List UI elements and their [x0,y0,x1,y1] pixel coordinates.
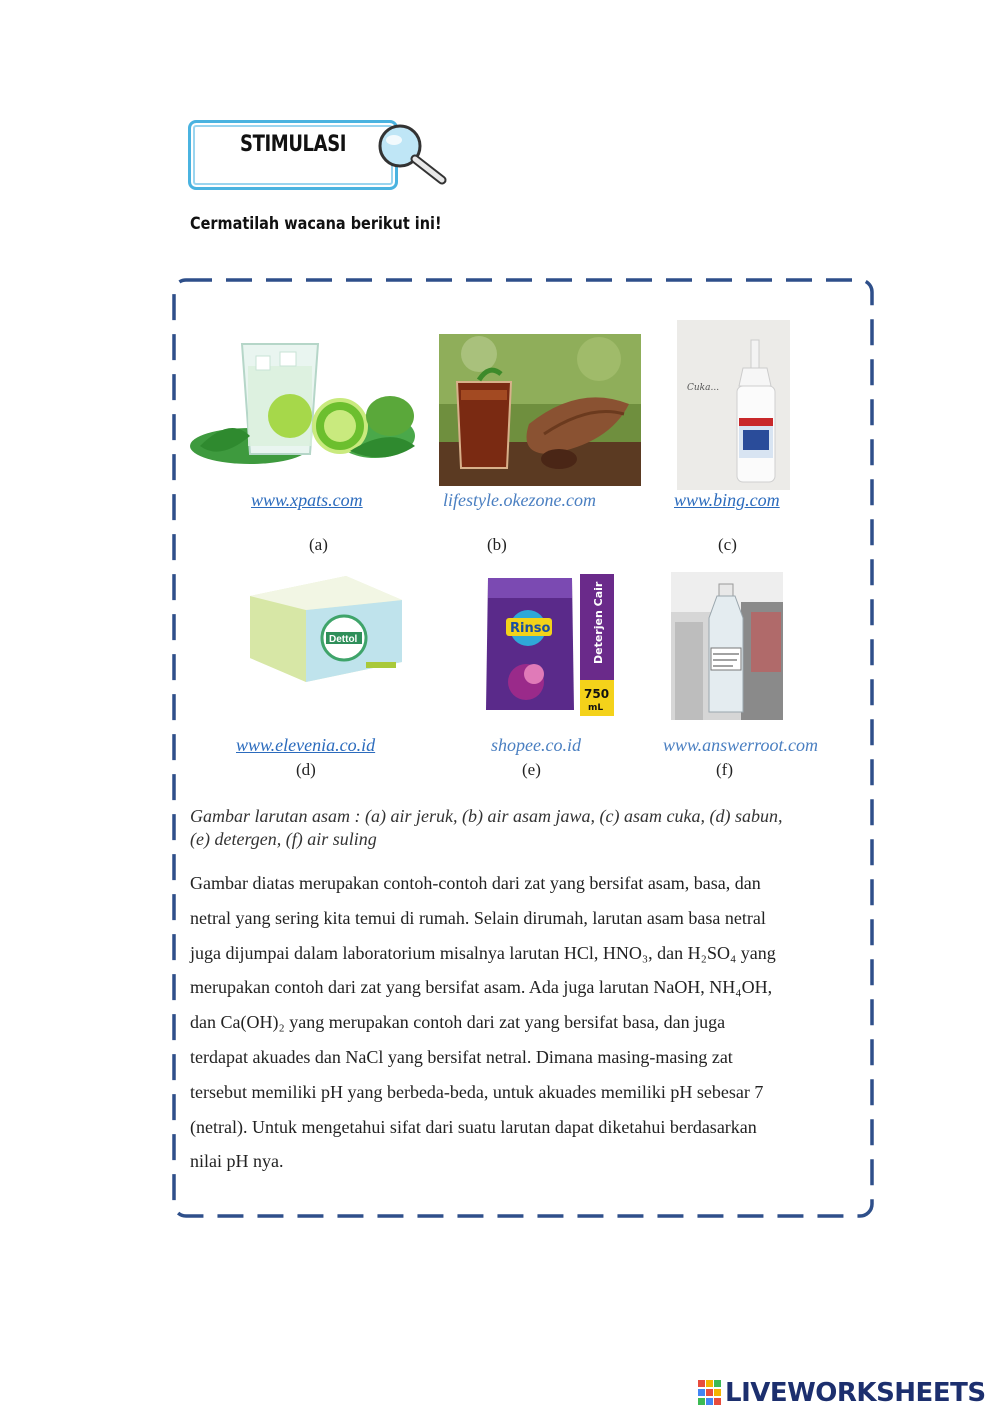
image-label-c: (c) [718,535,737,554]
logo-text: LIVEWORKSHEETS [725,1378,986,1408]
caption-line: Gambar larutan asam : (a) air jeruk, (b) air asam jawa, (c) asam cuka, (d) sabun, [190,806,783,826]
section-title: STIMULASI [240,132,347,157]
image-label-f: (f) [716,760,733,779]
image-label-a: (a) [309,535,328,554]
body-paragraph [190,866,860,1179]
image-vinegar-bottle [677,320,790,490]
soap-brand-text: Dettol [329,634,358,645]
paragraph-line: dan Ca(OH)₂ yang merupakan contoh dari zat yang bersifat basa, dan juga [190,1012,726,1033]
liveworksheets-logo-icon [698,1380,722,1406]
source-link-d[interactable]: www.elevenia.co.id [236,735,376,755]
image-lime-water [190,326,418,472]
figure-caption [190,805,862,851]
image-soap-bars [246,566,404,684]
detergent-brand-text: Rinso [510,621,551,636]
image-label-d: (d) [296,760,316,779]
instruction-text: Cermatilah wacana berikut ini! [190,214,442,234]
image-detergent-pouch [484,574,616,716]
paragraph-line: (netral). Untuk mengetahui sifat dari suatu larutan dapat diketahui berdasarkan [190,1116,757,1137]
paragraph-line: nilai pH nya. [190,1151,284,1172]
svg-text:Cuka...: Cuka... [687,383,720,393]
detergent-volume-text: 750 [584,687,610,701]
paragraph-line: netral yang sering kita temui di rumah. Selain dirumah, larutan asam basa netral [190,907,766,928]
image-tamarind-drink [439,334,641,486]
detergent-side-text: Deterjen Cair [592,581,605,664]
paragraph-line: Gambar diatas merupakan contoh-contoh dari zat yang bersifat asam, basa, dan [190,873,761,893]
source-link-b[interactable]: lifestyle.okezone.com [443,490,596,510]
source-link-f[interactable]: www.answerroot.com [663,735,819,755]
source-link-c[interactable]: www.bing.com [674,490,780,510]
caption-line: (e) detergen, (f) air suling [190,829,377,849]
paragraph-line: juga dijumpai dalam laboratorium misalnya larutan HCl, HNO₃, dan H₂SO₄ yang [190,942,776,963]
image-label-b: (b) [487,535,507,554]
liveworksheets-logo[interactable] [698,1378,986,1408]
source-link-e[interactable]: shopee.co.id [491,735,581,755]
detergent-volume-unit: mL [588,703,604,713]
source-link-a[interactable]: www.xpats.com [251,490,363,510]
magnifier-icon [370,122,450,188]
image-label-e: (e) [522,760,541,779]
paragraph-line: terdapat akuades dan NaCl yang bersifat netral. Dimana masing-masing zat [190,1046,733,1067]
image-distilled-water-bottle [671,572,783,720]
paragraph-line: tersebut memiliki pH yang berbeda-beda, untuk akuades memiliki pH sebesar 7 [190,1081,764,1102]
paragraph-line: merupakan contoh dari zat yang bersifat asam. Ada juga larutan NaOH, NH₄OH, [190,977,773,998]
